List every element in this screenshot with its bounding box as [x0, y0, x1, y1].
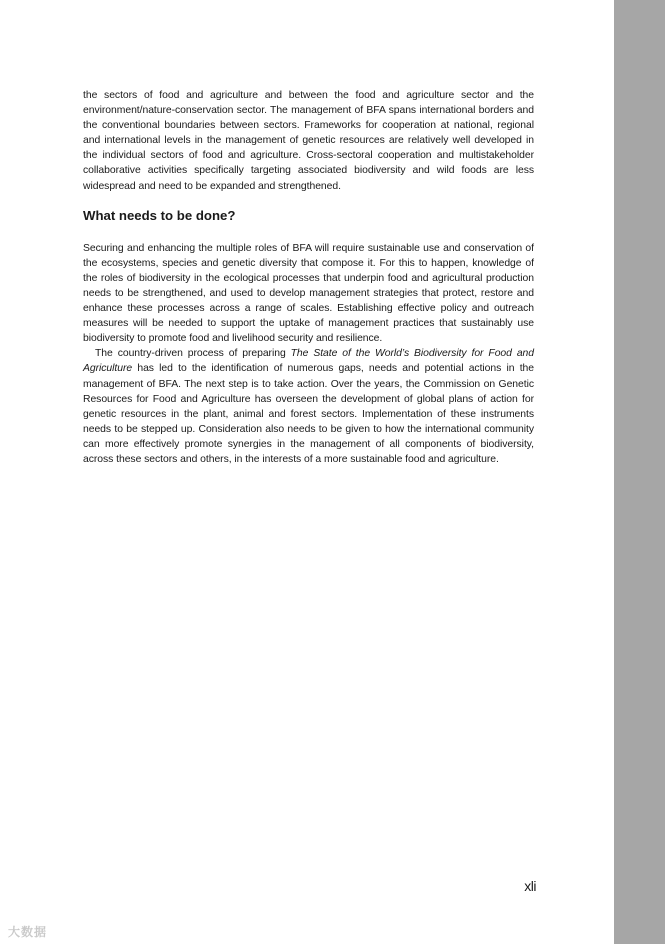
paragraph-2-start: The country-driven process of preparing [95, 348, 291, 360]
paragraph-1: Securing and enhancing the multiple roles of BFA will require sustainable use and conservation of the ecosystems, species and genetic diversity that compose it. For this to happen, knowledge of the roles of biodiversity in the ecological processes that underpin food and agricultural production needs to be strengthened, and used to develop management strategies that protect, restore and enhance these processes across a range of scales. Establishing effective policy and outreach measures will be needed to support the uptake of management practices that sustainably use biodiversity to promote food and livelihood security and resilience. [83, 242, 534, 345]
paragraph-2 [83, 346, 534, 467]
watermark-text: 大数据 [8, 925, 48, 939]
watermark-logo [8, 923, 47, 940]
paragraph-2-rest: has led to the identification of numerous gaps, needs and potential actions in the management of BFA. The next step is to take action. Over the years, the Commission on Genetic Resources for Food and Agriculture has overseen the development of global plans of action for genetic resources in the plant, animal and forest sectors. Implementation of these instruments needs to be stepped up. Consideration also needs to be given to how the international community can more effectively promote synergies in the management of all components of biodiversity, across these sectors and others, in the interests of a more sustainable food and agriculture. [83, 363, 534, 465]
intro-paragraph: the sectors of food and agriculture and between the food and agriculture sector and the environment/nature-conservation sector. The management of BFA spans international borders and the conventional boundaries between sectors. Frameworks for cooperation at national, regional and international levels in the management of genetic resources are relatively well developed in the individual sectors of food and agriculture. Cross-sectoral cooperation and multistakeholder collaborative activities specifically targeting associated biodiversity and wild foods are less widespread and need to be expanded and strengthened. [83, 90, 534, 192]
page-number: xli [524, 878, 536, 894]
section-heading: What needs to be done? [83, 207, 236, 223]
report-title-italic: The State of the World’s Biodiversity for Food and Agriculture [83, 348, 535, 375]
side-margin-band [614, 0, 665, 944]
page-body [83, 88, 534, 467]
